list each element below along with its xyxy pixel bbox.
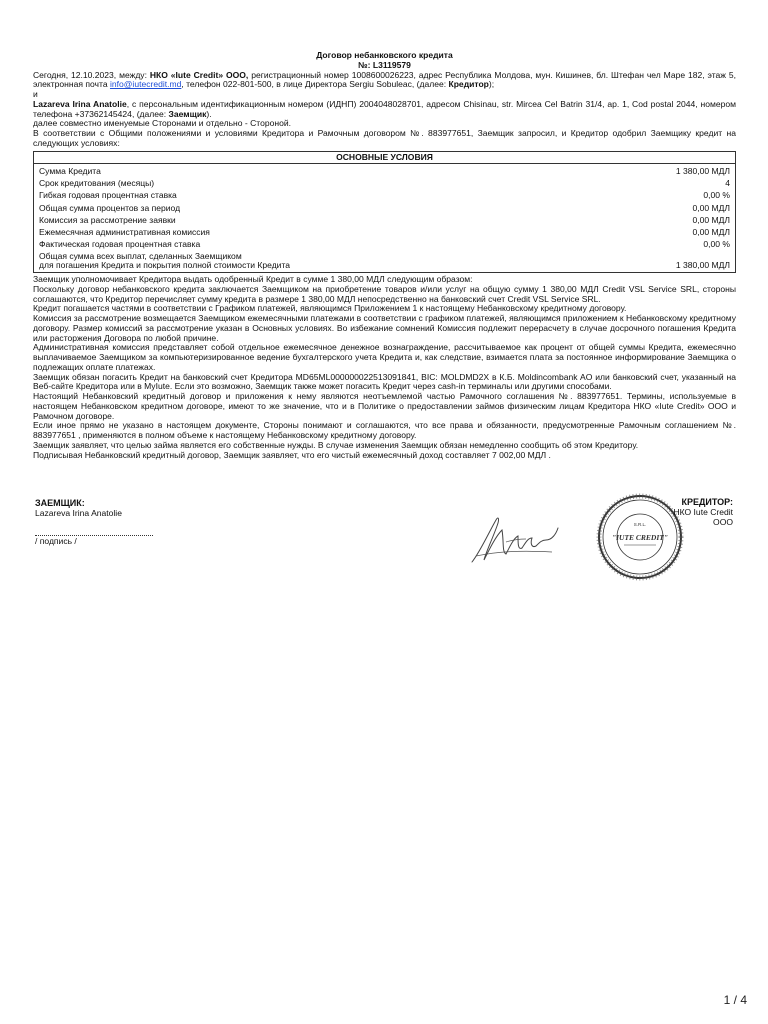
terms-paragraphs [33,275,736,460]
contract-number: №: L3119579 [358,59,411,70]
intro-text: , телефон 022-801-500, в лице Директора Sergiu Sobuleac, (далее: [181,79,449,90]
intro-text: регистрационный номер 1008600026223, адрес Республика Молдова, мун. Кишинев, бл. Штефан чел Маре 182, этаж 5, электронная почта [33,69,737,90]
borrower-text: ). [206,108,212,119]
terms-paragraph: Комиссия за рассмотрение возмещается Заемщиком ежемесячными платежами в соответствии с графиком платежей, являющимся приложением к Небанковскому кредитному договору. Размер комиссий за рассмотрение указан в Основных условиях. Во избежание сомнений Комиссия подлежит перерасчету в случае досрочного погашения Кредита или расторжения Договора по любой причине. [33,313,737,343]
table-row [39,238,730,250]
table-row [39,213,730,225]
intro-paragraph [33,71,736,91]
contract-body [33,51,736,460]
table-row [39,177,730,189]
borrower-paragraph [33,100,736,120]
term-value: 4 [725,178,730,188]
borrower-text: , с персональным идентификационным номером (ИДНП) 2004048028701, адресом Chisinau, str. Mircea Cel Batrin 31/4, ap. 1, Cod postal 2044, номером телефона +37362145424, (далее: [33,98,736,119]
term-label: Сумма Кредита [39,165,101,176]
term-label: Ежемесячная административная комиссия [39,227,210,237]
page-number: 1 / 4 [723,993,747,1007]
signature-caption: / подпись / [35,536,77,546]
lender-short-name: Кредитор [448,79,489,90]
preamble: В соответствии с Общими положениями и условиями Кредитора и Рамочным договором №. 883977651, Заемщик запросил, и Кредитор одобрил Заемщику кредит на следующих условиях: [33,128,736,148]
signature-line [35,518,153,536]
contract-title: Договор небанковского кредита [316,50,453,60]
terms-paragraph: Настоящий Небанковский кредитный договор и приложения к нему являются неотъемлемой частью Рамочного соглашения №. 883977651. Термины, используемые в настоящем Небанковском кредитном договоре, имеют то же значение, что и в Политике о предоставлении займов физическим лицам Кредитора НКО «Iute Credit» ООО и Рамочном договоре. [33,391,736,421]
terms-paragraph: Кредит погашается частями в соответствии с Графиком платежей, являющимся Приложением 1 к настоящему Небанковскому кредитному договору. [33,303,627,314]
borrower-short-name: Заемщик [168,108,207,119]
term-label: Общая сумма всех выплат, сделанных Заемщиком для погашения Кредита и покрытия полной стоимости Кредита [39,250,291,271]
terms-paragraph: Заемщик заявляет, что целью займа является его собственные нужды. В случае изменения Заемщик обязан немедленно сообщить об этом Кредитору. [33,439,639,450]
table-row [39,164,730,176]
handwritten-signature [466,512,562,568]
table-row [39,201,730,213]
term-label: Срок кредитования (месяцы) [39,178,155,188]
term-value: 0,00 % [703,190,730,201]
term-label: Общая сумма процентов за период [39,202,181,213]
terms-paragraph: Заемщик уполномочивает Кредитора выдать одобренный Кредит в сумме 1 380,00 МДЛ следующим образом: [33,274,473,284]
term-label: Комиссия за рассмотрение заявки [39,214,176,225]
borrower-signature-block [35,498,153,546]
email-link[interactable]: info@iutecredit.md [109,79,182,90]
stamp-srl: S.R.L. [633,522,647,527]
table-row [39,189,730,201]
table-rows [39,164,730,271]
intro-text: Сегодня, 12.10.2023, между: [33,69,150,80]
lender-signature-name: НКО Iute Credit ООО [673,507,733,527]
table-row [39,250,730,271]
term-label: Гибкая годовая процентная ставка [39,190,177,201]
and-text: и [33,89,38,99]
terms-paragraph: Административная комиссия представляет собой отдельное ежемесячное денежное вознаграждение, рассчитываемое как процент от общей суммы Кредита, ежемесячно выплачиваемое Заемщиком за компьютеризированное ведение бухгалтерского учета Кредита и, как следствие, взимается плата за постоянное информирование Заемщика о подлежащих оплате платежах. [33,342,736,372]
lender-signature-block [663,497,733,527]
table-title: ОСНОВНЫЕ УСЛОВИЯ [34,152,735,165]
intro-text: ); [488,79,495,90]
terms-paragraph: Поскольку договор небанковского кредита заключается Заемщиком на приобретение товаров и/или услуг на общую сумму 1 380,00 МДЛ Credit VSL Service SRL, стороны соглашаются, что Кредитор перечисляет сумму кредита в размере 1 380,00 МДЛ непосредственно на банковский счет Credit VSL Service SRL. [33,283,736,304]
stamp-company: "IUTE CREDIT" [611,533,669,542]
term-value: 0,00 МДЛ [692,202,730,213]
term-label: Фактическая годовая процентная ставка [39,239,201,250]
term-value: 1 380,00 МДЛ [675,165,730,176]
lender-heading: КРЕДИТОР: [681,497,733,507]
terms-paragraph: Заемщик обязан погасить Кредит на банковский счет Кредитора MD65ML000000022513091841, BIC: MOLDMD2X в К.Б. Moldincombank AO или банковский счет, указанный на Веб-сайте Кредитора или в MyIute. Если это возможно, Заемщик также может погасить Кредит через cash-in терминалы или другими способами. [33,371,736,392]
table-row [39,226,730,238]
term-value: 0,00 МДЛ [692,227,730,237]
lender-name: НКО «Iute Credit» ООО, [149,69,249,80]
borrower-signature-name: Lazareva Irina Anatolie [35,508,122,518]
terms-paragraph: Если иное прямо не указано в настоящем документе, Стороны понимают и соглашаются, что все права и обязанности, предусмотренные Рамочным соглашением №. 883977651 , применяются в полном объеме к настоящему Небанковскому кредитному договору. [33,420,736,440]
parties-note: далее совместно именуемые Сторонами и отдельно - Стороной. [33,118,291,129]
borrower-name: Lazareva Irina Anatolie [33,98,127,109]
term-value: 0,00 % [703,239,730,250]
borrower-heading: ЗАЕМЩИК: [35,498,85,508]
main-terms-table [33,151,736,274]
terms-paragraph: Подписывая Небанковский кредитный договор, Заемщик заявляет, что его чистый ежемесячный доход составляет 7 002,00 МДЛ . [33,449,551,460]
term-value: 0,00 МДЛ [692,214,730,225]
term-value: 1 380,00 МДЛ [675,260,730,271]
